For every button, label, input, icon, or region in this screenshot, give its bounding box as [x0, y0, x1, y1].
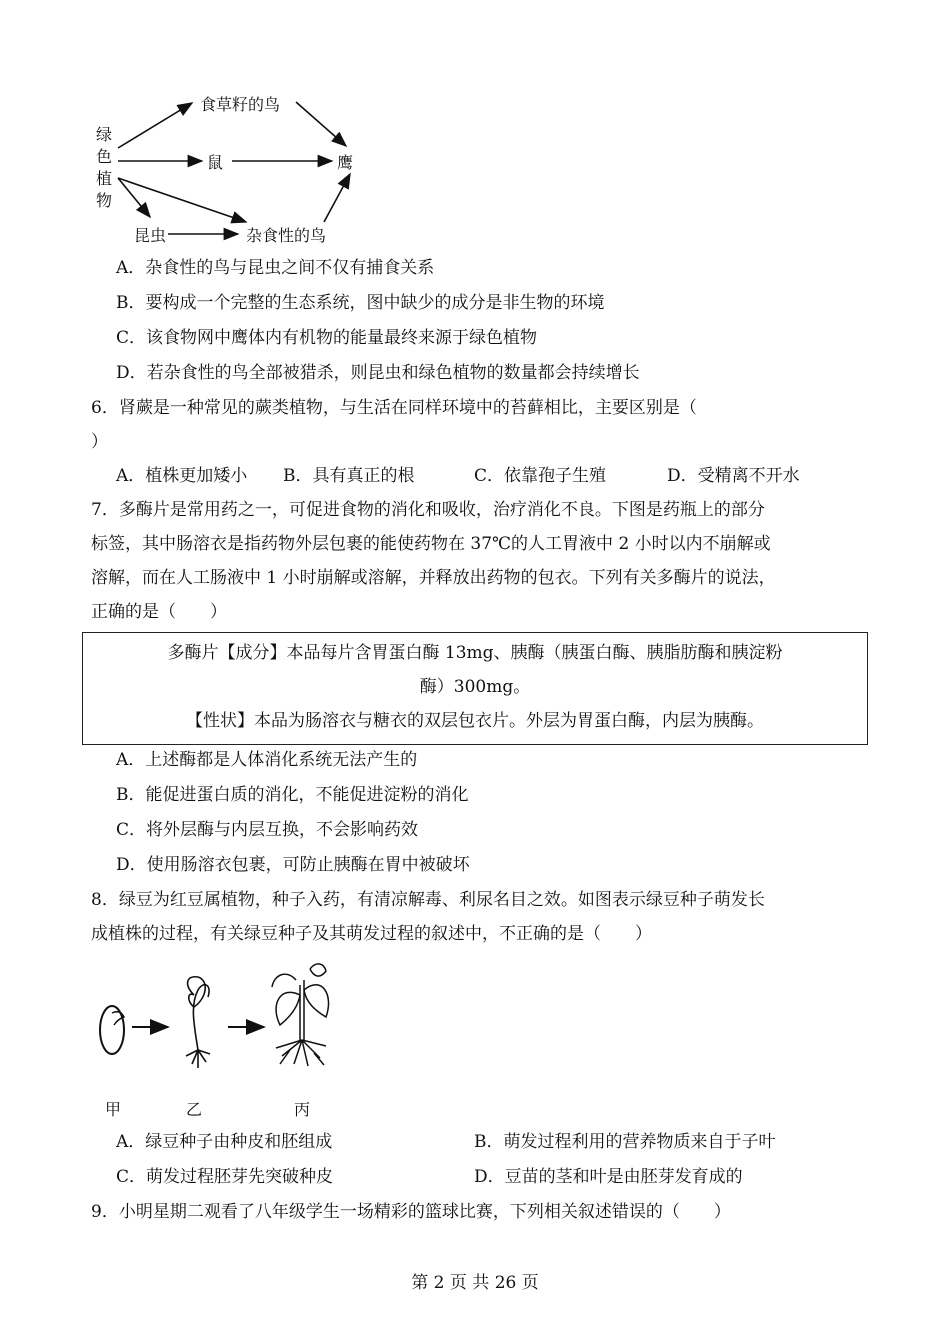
node-green-plant: 绿 色 植 物 [95, 125, 112, 210]
q5-option-b[interactable]: B．要构成一个完整的生态系统，图中缺少的成分是非生物的环境 [116, 293, 605, 313]
q5-option-c[interactable]: C．该食物网中鹰体内有机物的能量最终来源于绿色植物 [116, 328, 538, 348]
q6-stem: 6．肾蕨是一种常见的蕨类植物，与生活在同样环境中的苔藓相比，主要区别是（ [91, 398, 697, 418]
q6-option-b[interactable]: B．具有真正的根 [283, 466, 415, 486]
q7-option-d[interactable]: D．使用肠溶衣包裹，可防止胰酶在胃中被破坏 [116, 855, 470, 875]
germination-figure [90, 955, 360, 1095]
q7-stem-line-2: 标签，其中肠溶衣是指药物外层包裹的能使药物在 37℃的人工胃液中 2 小时以内不崩解或 [91, 534, 771, 554]
page-footer: 第 2 页 共 26 页 [411, 1273, 539, 1293]
q8-option-c[interactable]: C．萌发过程胚芽先突破种皮 [116, 1167, 334, 1187]
q7-stem-line-4: 正确的是（ ） [91, 602, 227, 622]
q6-option-d[interactable]: D．受精离不开水 [667, 466, 800, 486]
medicine-label-box [82, 632, 868, 745]
q8-option-b[interactable]: B．萌发过程利用的营养物质来自于子叶 [474, 1132, 776, 1152]
q7-stem-line-1: 7．多酶片是常用药之一，可促进食物的消化和吸收，治疗消化不良。下图是药瓶上的部分 [91, 500, 765, 520]
q7-stem-line-3: 溶解，而在人工肠液中 1 小时崩解或溶解，并释放出药物的包衣。下列有关多酶片的说法， [91, 568, 776, 588]
q8-stem-line-2: 成植株的过程，有关绿豆种子及其萌发过程的叙述中，不正确的是（ ） [91, 924, 652, 944]
seedling-drawing [272, 964, 329, 1066]
q6-option-c[interactable]: C．依靠孢子生殖 [474, 466, 607, 486]
node-omnivore-bird: 杂食性的鸟 [246, 226, 327, 245]
figure-label-jia: 甲 [105, 1100, 122, 1119]
q8-option-a[interactable]: A．绿豆种子由种皮和胚组成 [116, 1132, 333, 1152]
q7-option-b[interactable]: B．能促进蛋白质的消化，不能促进淀粉的消化 [116, 785, 469, 805]
node-insect: 昆虫 [134, 226, 167, 245]
arrow-plant-seedbird [118, 103, 192, 148]
figure-label-yi: 乙 [186, 1100, 203, 1119]
q7-option-c[interactable]: C．将外层酶与内层互换，不会影响药效 [116, 820, 419, 840]
q8-stem-line-1: 8．绿豆为红豆属植物，种子入药，有清凉解毒、利尿名目之效。如图表示绿豆种子萌发长 [91, 890, 765, 910]
q5-option-d[interactable]: D．若杂食性的鸟全部被猎杀，则昆虫和绿色植物的数量都会持续增长 [116, 363, 640, 383]
label-ingredients-cont: 酶）300mg。 [419, 677, 531, 697]
food-web-arrows [0, 0, 380, 250]
node-seed-bird: 食草籽的鸟 [200, 95, 281, 114]
q7-option-a[interactable]: A．上述酶都是人体消化系统无法产生的 [116, 750, 418, 770]
node-mouse: 鼠 [207, 153, 224, 172]
q6-option-a[interactable]: A．植株更加矮小 [116, 466, 248, 486]
sprout-drawing [186, 977, 210, 1068]
label-properties: 【性状】本品为肠溶衣与糖衣的双层包衣片。外层为胃蛋白酶，内层为胰酶。 [186, 711, 764, 731]
arrow-plant-omnibird [118, 178, 246, 222]
q9-stem-line-1: 9．小明星期二观看了八年级学生一场精彩的篮球比赛，下列相关叙述错误的（ ） [91, 1202, 731, 1222]
q6-stem-close: ） [91, 432, 108, 452]
label-ingredients: 多酶片【成分】本品每片含胃蛋白酶 13mg、胰酶（胰蛋白酶、胰脂肪酶和胰淀粉 [167, 643, 783, 663]
seed-drawing [100, 1006, 124, 1054]
q8-option-d[interactable]: D．豆苗的茎和叶是由胚芽发育成的 [474, 1167, 743, 1187]
arrow-seedbird-eagle [296, 102, 346, 146]
node-eagle: 鹰 [337, 153, 354, 172]
q5-option-a[interactable]: A．杂食性的鸟与昆虫之间不仅有捕食关系 [116, 258, 435, 278]
figure-label-bing: 丙 [294, 1100, 311, 1119]
arrow-omnibird-eagle [324, 174, 350, 222]
